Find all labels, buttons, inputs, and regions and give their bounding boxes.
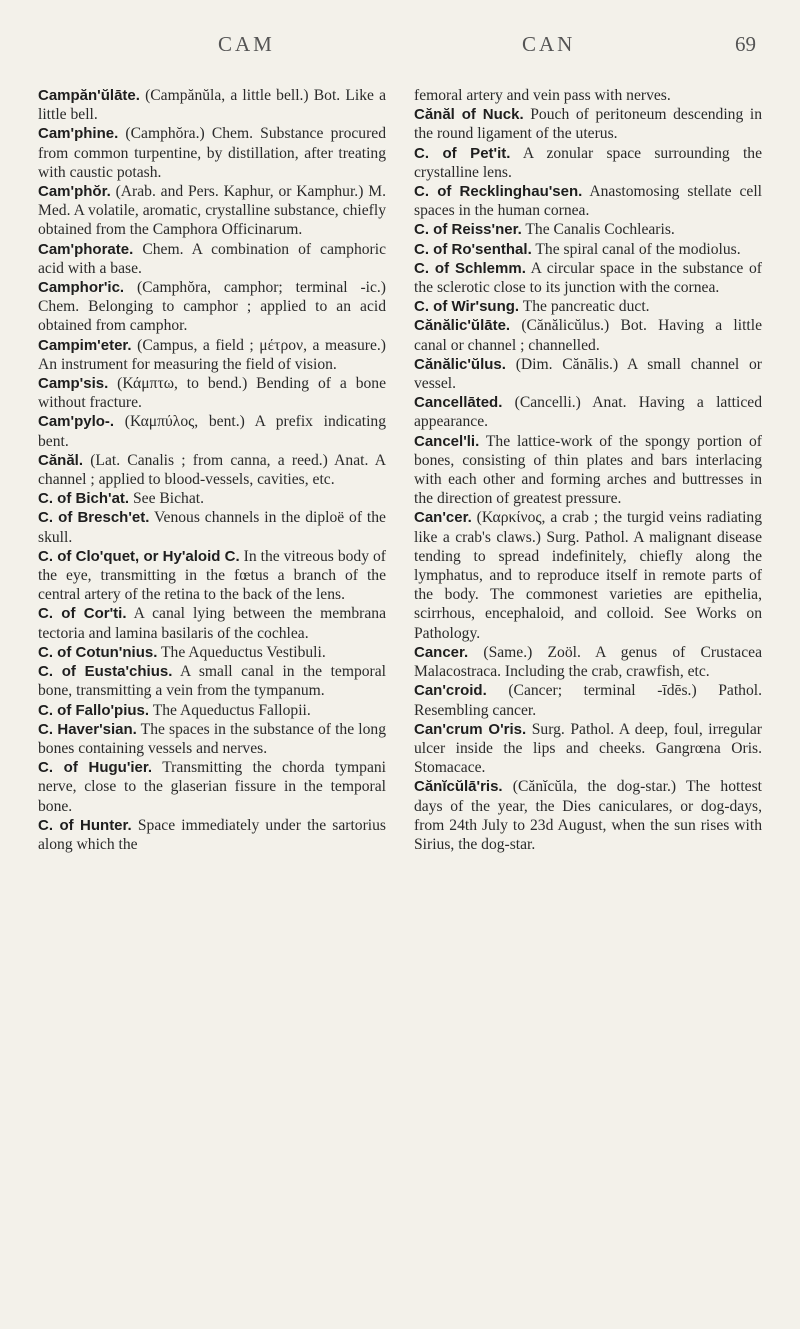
- entry-headword: C. of Schlemm.: [414, 259, 526, 277]
- entry-headword: Cam'phine.: [38, 125, 119, 143]
- dictionary-entry: [414, 182, 762, 220]
- dictionary-entry: [414, 86, 762, 105]
- dictionary-entry: [38, 451, 386, 489]
- dictionary-entry: [38, 604, 386, 642]
- entry-headword: C. of Ro'senthal.: [414, 240, 532, 258]
- entry-definition: (Καμπύλος, bent.) A prefix indicating bent.: [38, 413, 386, 450]
- running-head-left: CAM: [218, 32, 275, 56]
- entry-definition: Space immediately under the sartorius along which the: [38, 816, 386, 853]
- page-number: 69: [735, 32, 756, 56]
- entry-definition: A small canal in the temporal bone, transmitting a vein from the tympanum.: [38, 663, 386, 700]
- dictionary-entry: [414, 393, 762, 431]
- dictionary-entry: [414, 259, 762, 297]
- running-head-right: CAN: [522, 32, 576, 56]
- entry-definition: Venous channels in the diploë of the skull.: [38, 509, 386, 546]
- dictionary-entry: [414, 220, 762, 239]
- dictionary-entry: [38, 240, 386, 278]
- entry-definition: (Dim. Cănālis.) A small channel or vessel.: [414, 355, 762, 393]
- entry-definition: (Camphŏra.) Chem. Substance procured from common turpentine, by distillation, after treating with caustic potash.: [38, 125, 386, 181]
- entry-definition: A canal lying between the membrana tectoria and lamina basilaris of the cochlea.: [38, 605, 386, 642]
- entry-headword: C. of Cor'ti.: [38, 605, 127, 623]
- entry-headword: Can'cer.: [414, 509, 472, 527]
- dictionary-entry: [414, 777, 762, 854]
- entry-definition: (Arab. and Pers. Kaphur, or Kamphur.) M. Med. A volatile, aromatic, crystalline substance, chiefly obtained from the Camphora Officinarum.: [38, 183, 386, 239]
- dictionary-entry: [414, 240, 762, 259]
- entry-definition: (Lat. Canalis ; from canna, a reed.) Anat. A channel ; applied to blood-vessels, cavities, etc.: [38, 451, 386, 489]
- entry-headword: C. of Hunter.: [38, 816, 132, 834]
- entry-definition: femoral artery and vein pass with nerves.: [414, 87, 671, 104]
- entry-headword: C. of Hugu'ier.: [38, 759, 153, 777]
- entry-headword: Cancel'li.: [414, 432, 480, 450]
- dictionary-entry: [414, 508, 762, 642]
- dictionary-entry: [414, 144, 762, 182]
- entry-headword: C. of Bich'at.: [38, 490, 130, 508]
- dictionary-entry: [414, 643, 762, 681]
- dictionary-entry: [38, 701, 386, 720]
- dictionary-entry: [38, 278, 386, 336]
- entry-headword: Cănălic'ŭlāte.: [414, 317, 511, 335]
- entry-definition: The Canalis Cochlearis.: [521, 221, 675, 239]
- entry-headword: Camphor'ic.: [38, 279, 125, 297]
- entry-headword: Campăn'ŭlāte.: [38, 87, 140, 104]
- entry-definition: (Campus, a field ; μέτρον, a measure.) An instrument for measuring the field of vision.: [38, 336, 386, 373]
- entry-definition: (Cancer; terminal -īdēs.) Pathol. Resembling cancer.: [414, 682, 762, 719]
- dictionary-entry: [414, 432, 762, 509]
- entry-definition: Pouch of peritoneum descending in the round ligament of the uterus.: [414, 106, 763, 143]
- entry-definition: (Same.) Zoöl. A genus of Crustacea Malacostraca. Including the crab, crawfish, etc.: [414, 643, 762, 681]
- entry-headword: C. of Eusta'chius.: [38, 663, 173, 681]
- dictionary-entry: [414, 681, 762, 719]
- dictionary-entry: [38, 758, 386, 816]
- dictionary-entry: [414, 720, 762, 778]
- entry-headword: C. of Bresch'et.: [38, 509, 150, 527]
- entry-headword: Cănăl.: [38, 451, 84, 469]
- dictionary-entry: [38, 508, 386, 546]
- entry-headword: Cănĭcŭlā'ris.: [414, 778, 503, 796]
- entry-headword: Can'croid.: [414, 682, 487, 700]
- entry-headword: Camp'sis.: [38, 375, 109, 393]
- dictionary-entry: [38, 182, 386, 240]
- entry-definition: The Aqueductus Vestibuli.: [157, 643, 326, 661]
- entry-definition: Chem. A combination of camphoric acid with a base.: [38, 240, 386, 277]
- entry-headword: C. of Cotun'nius.: [38, 643, 158, 661]
- dictionary-entry: [38, 547, 386, 605]
- entry-definition: The spiral canal of the modiolus.: [531, 240, 741, 258]
- dictionary-entry: [38, 86, 386, 124]
- entry-headword: Cancer.: [414, 643, 469, 661]
- dictionary-entry: [38, 124, 386, 182]
- entry-headword: C. Haver'sian.: [38, 720, 137, 738]
- dictionary-entry: [414, 105, 762, 143]
- entry-definition: The lattice-work of the spongy portion of bones, consisting of thin plates and bars interlacing with each other and forming arches and buttresses in the direction of greatest pressure.: [414, 432, 762, 508]
- entry-definition: See Bichat.: [129, 490, 204, 508]
- entry-definition: (Campănŭla, a little bell.) Bot. Like a little bell.: [38, 87, 386, 124]
- dictionary-entry: [414, 355, 762, 393]
- right-column: [414, 86, 762, 854]
- dictionary-entry: [414, 316, 762, 354]
- entry-headword: Cănăl of Nuck.: [414, 106, 524, 124]
- entry-definition: A zonular space surrounding the crystalline lens.: [414, 144, 763, 181]
- entry-headword: Cam'phŏr.: [38, 183, 111, 201]
- entry-definition: The pancreatic duct.: [519, 298, 650, 316]
- dictionary-entry: [38, 336, 386, 374]
- dictionary-entry: [38, 662, 386, 700]
- entry-definition: Anastomosing stellate cell spaces in the human cornea.: [414, 183, 762, 220]
- entry-definition: Transmitting the chorda tympani nerve, close to the glaserian fissure in the temporal bone.: [38, 759, 386, 815]
- entry-definition: (Camphŏra, camphor; terminal -ic.) Chem. Belonging to camphor ; applied to an acid obtained from camphor.: [38, 279, 386, 335]
- entry-definition: (Cancelli.) Anat. Having a latticed appearance.: [414, 394, 762, 431]
- entry-headword: Cam'phorate.: [38, 240, 134, 258]
- entry-headword: C. of Clo'quet, or Hy'aloid C.: [38, 547, 240, 565]
- entry-headword: Campim'eter.: [38, 336, 132, 354]
- dictionary-entry: [38, 720, 386, 758]
- dictionary-entry: [38, 816, 386, 854]
- entry-definition: In the vitreous body of the eye, transmitting in the fœtus a branch of the central artery of the retina to the back of the lens.: [38, 547, 386, 604]
- entry-definition: (Cănĭcŭla, the dog-star.) The hottest days of the year, the Dies caniculares, or dog-days, from 24th July to 23d August, when the sun rises with Sirius, the dog-star.: [414, 778, 762, 853]
- entry-definition: The Aqueductus Fallopii.: [149, 701, 311, 719]
- dictionary-entry: [38, 643, 386, 662]
- entry-definition: The spaces in the substance of the long bones containing vessels and nerves.: [38, 720, 386, 757]
- entry-definition: (Κάμπτω, to bend.) Bending of a bone without fracture.: [38, 375, 386, 412]
- entry-headword: Cănălic'ŭlus.: [414, 355, 506, 373]
- dictionary-entry: [38, 374, 386, 412]
- entry-definition: (Cănălicŭlus.) Bot. Having a little canal or channel ; channelled.: [414, 317, 762, 354]
- dictionary-entry: [38, 412, 386, 450]
- entry-headword: Cam'pylo-.: [38, 413, 115, 431]
- entry-headword: C. of Reiss'ner.: [414, 221, 522, 239]
- entry-headword: C. of Fallo'pius.: [38, 701, 150, 719]
- entry-definition: (Καρκίνος, a crab ; the turgid veins radiating like a crab's claws.) Surg. Pathol. A malignant disease tending to spread indefinitely, chiefly along the lymphatus, and to reproduce itself in remote parts of the body. The commonest varieties are epithelia, scirrhous, encephaloid, and colloid. See Works on Pathology.: [414, 509, 762, 642]
- dictionary-entry: [414, 297, 762, 316]
- left-column: [38, 86, 386, 854]
- entry-headword: Can'crum O'ris.: [414, 720, 527, 738]
- entry-headword: C. of Pet'it.: [414, 144, 511, 162]
- entry-definition: Surg. Pathol. A deep, foul, irregular ulcer inside the lips and cheeks. Gangrœna Oris. Stomacace.: [414, 720, 762, 777]
- entry-definition: A circular space in the substance of the sclerotic close to its junction with the cornea.: [414, 259, 762, 297]
- entry-headword: C. of Recklinghau'sen.: [414, 183, 583, 201]
- dictionary-entry: [38, 489, 386, 508]
- entry-headword: C. of Wir'sung.: [414, 298, 520, 316]
- entry-headword: Cancellāted.: [414, 394, 503, 412]
